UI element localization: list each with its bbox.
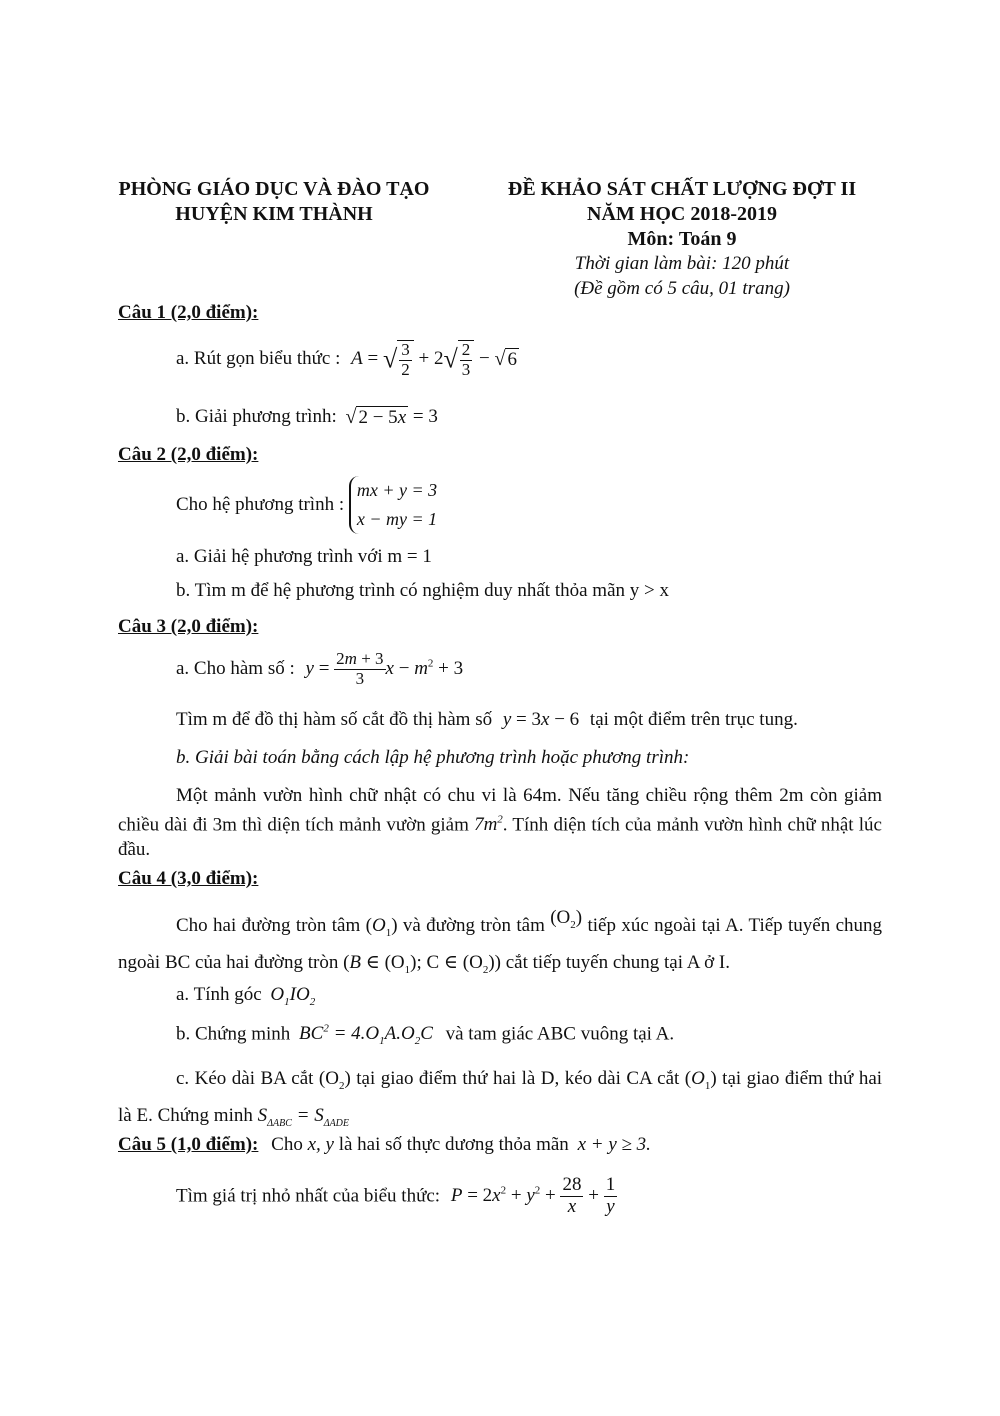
q4-b-post: và tam giác ABC vuông tại A. bbox=[445, 1023, 675, 1045]
q1-b bbox=[176, 406, 438, 429]
header-subject: Môn: Toán 9 bbox=[627, 228, 737, 250]
q5-formula: $P = 2x^2 + y^2$ + $\frac{28}{x}$ + $\frac{1}{y}$ bbox=[450, 1174, 616, 1217]
q4-title: Câu 4 (3,0 điểm): bbox=[118, 868, 259, 889]
q3-b: b. Giải bài toán bằng cách lập hệ phương trình hoặc phương trình: bbox=[176, 747, 690, 768]
header-right-line1: ĐỀ KHẢO SÁT CHẤT LƯỢNG ĐỢT II bbox=[507, 178, 857, 200]
q5-line1 bbox=[118, 1134, 651, 1156]
q5-title: Câu 5 (1,0 điểm): bbox=[118, 1134, 259, 1155]
q5-line2 bbox=[176, 1175, 617, 1218]
q1-a bbox=[176, 340, 519, 379]
q1-b-formula: √ 2 − 5x = 3 bbox=[345, 406, 438, 429]
q2-eq1: mx + y = 3 bbox=[356, 480, 438, 500]
q2-intro: Cho hệ phương trình : bbox=[176, 494, 345, 515]
q4-a-text: a. Tính góc bbox=[176, 984, 262, 1005]
q2-a: a. Giải hệ phương trình với m = 1 bbox=[176, 546, 432, 567]
q1-a-text: a. Rút gọn biểu thức : bbox=[176, 348, 341, 370]
q5-vars: x, y bbox=[307, 1134, 334, 1155]
q5-intro-b: là hai số thực dương thỏa mãn bbox=[338, 1134, 569, 1155]
q4-c-a: c. Kéo dài BA cắt bbox=[176, 1068, 314, 1089]
q5-condition: x + y ≥ 3. bbox=[577, 1134, 651, 1155]
header-right-line2: NĂM HỌC 2018-2019 bbox=[587, 203, 777, 225]
q3-line2-post: tại một điểm trên trục tung. bbox=[589, 709, 798, 730]
q4-p1-c: tiếp xúc ngoài tại A. Tiếp tuyến chung ngoài BC của hai đường tròn ( bbox=[118, 915, 883, 973]
q4-c-b: tại giao điểm thứ hai là D, kéo dài CA cắt bbox=[356, 1068, 680, 1089]
q3-line2 bbox=[176, 709, 798, 731]
q1-title: Câu 1 (2,0 điểm): bbox=[118, 302, 259, 323]
q3-a-text: a. Cho hàm số : bbox=[176, 658, 295, 680]
q4-c-c: tại giao điểm thứ hai là E. Chứng minh bbox=[118, 1068, 883, 1126]
q2-equations bbox=[349, 476, 437, 534]
q3-para-post: . Tính diện tích của mảnh vườn hình chữ nhật lúc đầu. bbox=[118, 814, 882, 861]
q3-line2-formula: y = 3x − 6 bbox=[502, 709, 580, 730]
q1-a-formula: A = √ $\frac{3}{2}$ + 2√ $\frac{2}{3}$ − √ 6 bbox=[351, 340, 517, 379]
q4-c-formula: $S_{\Delta ABC} = S_{\Delta ADE}$ bbox=[257, 1104, 350, 1129]
q3-line2-pre: Tìm m để đồ thị hàm số cắt đồ thị hàm số bbox=[176, 709, 493, 730]
q3-para-area: $7m^2$ bbox=[474, 814, 503, 836]
q4-p1-b: ) và đường tròn tâm bbox=[391, 915, 545, 936]
q5-line2-text: Tìm giá trị nhỏ nhất của biểu thức: bbox=[176, 1185, 441, 1207]
q4-a-angle: $O_1IO_2$ bbox=[270, 984, 316, 1008]
q4-paragraph1: Cho hai đường tròn tâm $(O_1)$ và đường tròn tâm $(O_2)$ tiếp xúc ngoài tại A. Tiếp tuyến chung ngoài BC của hai đường tròn (B ∈ $(O_1)$; C ∈ $(O_2)$) cắt tiếp tuyến chung tại A ở I. bbox=[118, 907, 883, 976]
q4-paragraph-c: c. Kéo dài BA cắt $(O_2)$ tại giao điểm thứ hai là D, kéo dài CA cắt $(O_1)$ tại giao điểm thứ hai là E. Chứng minh $S_{\Delta ABC} = S_{\Delta ADE}$ bbox=[118, 1068, 883, 1129]
q3-b-paragraph bbox=[118, 783, 882, 862]
header-time: Thời gian làm bài: 120 phút bbox=[574, 253, 790, 274]
q3-a bbox=[176, 650, 463, 688]
q4-a bbox=[176, 984, 315, 1008]
q3-title: Câu 3 (2,0 điểm): bbox=[118, 616, 259, 637]
q4-b-formula: $BC^2 = 4.O_1A.O_2C$ bbox=[299, 1023, 433, 1048]
q4-b-pre: b. Chứng minh bbox=[176, 1023, 291, 1045]
q2-system bbox=[176, 476, 437, 534]
q3-a-formula: y = $\frac{2m + 3}{3}$ $x - m^2 + 3$ bbox=[305, 649, 464, 688]
q4-b bbox=[176, 1023, 674, 1047]
header-pages: (Đề gồm có 5 câu, 01 trang) bbox=[574, 278, 790, 299]
q3-para-pre: Một mảnh vườn hình chữ nhật có chu vi là 64m. Nếu tăng chiều rộng thêm 2m còn giảm chiều dài đi 3m thì diện tích mảnh vườn giảm bbox=[118, 785, 882, 836]
q5-intro-a: Cho bbox=[271, 1134, 303, 1155]
header-left-line1: PHÒNG GIÁO DỤC VÀ ĐÀO TẠO bbox=[118, 178, 430, 200]
header-left-line2: HUYỆN KIM THÀNH bbox=[175, 203, 373, 225]
q1-b-text: b. Giải phương trình: bbox=[176, 406, 337, 427]
q4-p1-a: Cho hai đường tròn tâm ( bbox=[176, 915, 372, 936]
q2-eq2: x − my = 1 bbox=[356, 509, 438, 529]
q4-p1-d: ) cắt tiếp tuyến chung tại A ở I. bbox=[494, 951, 730, 973]
q2-b: b. Tìm m để hệ phương trình có nghiệm duy nhất thỏa mãn y > x bbox=[176, 580, 669, 601]
q2-title: Câu 2 (2,0 điểm): bbox=[118, 444, 259, 465]
